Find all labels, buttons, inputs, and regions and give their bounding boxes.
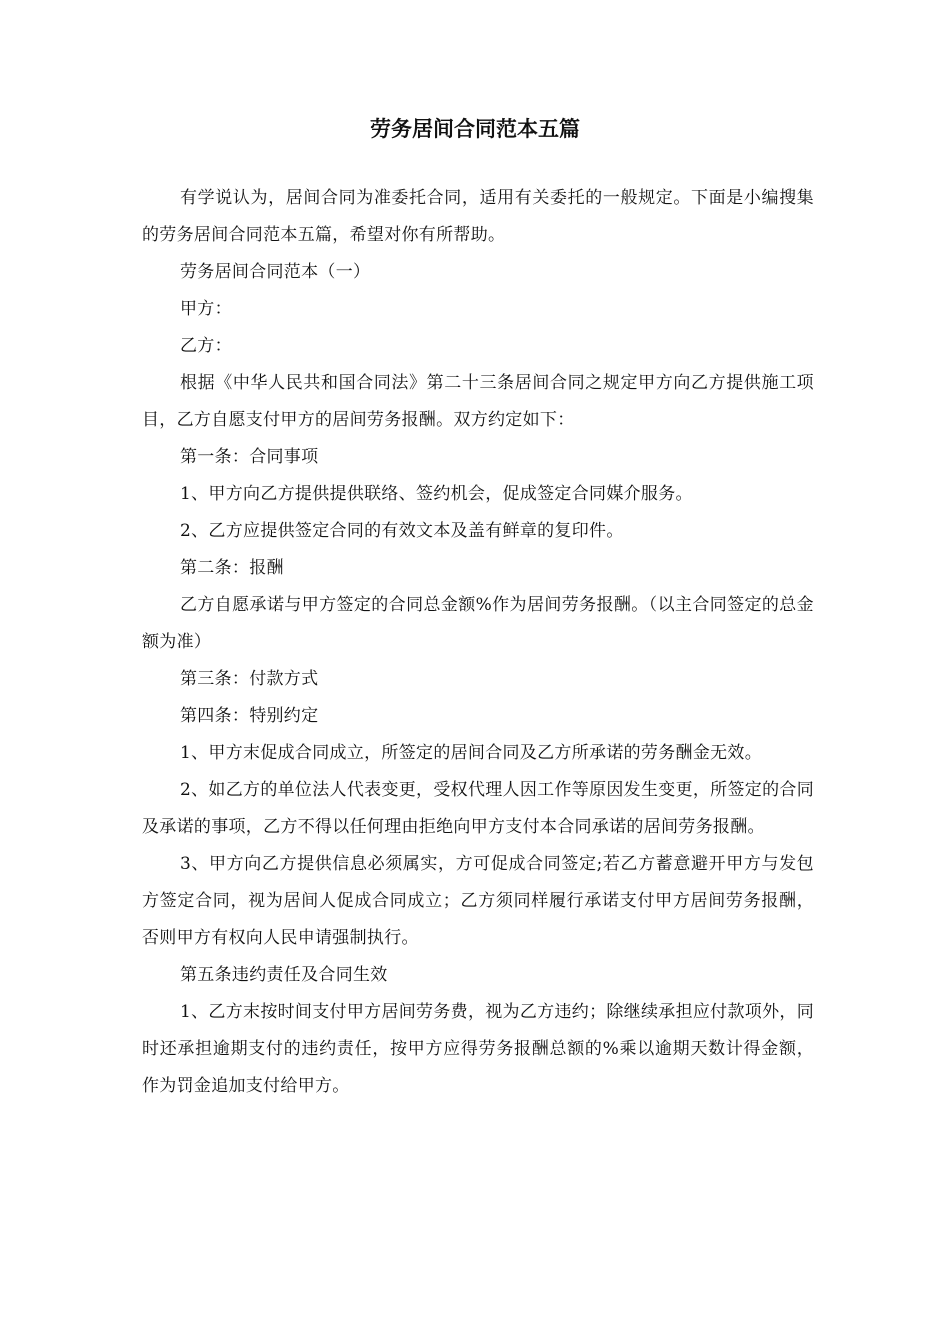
party-a-line: 甲方：	[180, 299, 232, 319]
clause-item: 3、甲方向乙方提供信息必须属实，方可促成合同签定;若乙方蓄意避开甲方与发包方签定合同，视为居间人促成合同成立；乙方须同样履行承诺支付甲方居间劳务报酬，否则甲方有权向人民申请强制执行。	[142, 854, 814, 948]
section-heading: 劳务居间合同范本（一）	[180, 262, 371, 282]
document-title: 劳务居间合同范本五篇	[370, 117, 580, 141]
clause-item: 1、甲方向乙方提供提供联络、签约机会，促成签定合同媒介服务。	[180, 484, 693, 504]
article-heading: 第五条违约责任及合同生效	[180, 965, 388, 985]
article-heading: 第二条：报酬	[180, 558, 284, 578]
article-heading: 第四条：特别约定	[180, 706, 319, 726]
clause-item: 1、甲方末促成合同成立，所签定的居间合同及乙方所承诺的劳务酬金无效。	[180, 743, 763, 763]
document-body	[142, 180, 814, 1105]
clause-item: 1、乙方末按时间支付甲方居间劳务费，视为乙方违约；除继续承担应付款项外，同时还承担逾期支付的违约责任，按甲方应得劳务报酬总额的%乘以逾期天数计得金额，作为罚金追加支付给甲方。	[142, 1002, 814, 1096]
article-heading: 第一条：合同事项	[180, 447, 319, 467]
paragraph-intro: 有学说认为，居间合同为准委托合同，适用有关委托的一般规定。下面是小编搜集的劳务居间合同范本五篇，希望对你有所帮助。	[142, 188, 814, 245]
clause-item: 乙方自愿承诺与甲方签定的合同总金额%作为居间劳务报酬。（以主合同签定的总金额为准）	[142, 595, 814, 652]
article-heading: 第三条：付款方式	[180, 669, 319, 689]
party-b-line: 乙方：	[180, 336, 232, 356]
paragraph-preamble: 根据《中华人民共和国合同法》第二十三条居间合同之规定甲方向乙方提供施工项目，乙方自愿支付甲方的居间劳务报酬。双方约定如下：	[142, 373, 814, 430]
clause-item: 2、如乙方的单位法人代表变更，受权代理人因工作等原因发生变更，所签定的合同及承诺的事项，乙方不得以任何理由拒绝向甲方支付本合同承诺的居间劳务报酬。	[142, 780, 814, 837]
clause-item: 2、乙方应提供签定合同的有效文本及盖有鲜章的复印件。	[180, 521, 624, 541]
